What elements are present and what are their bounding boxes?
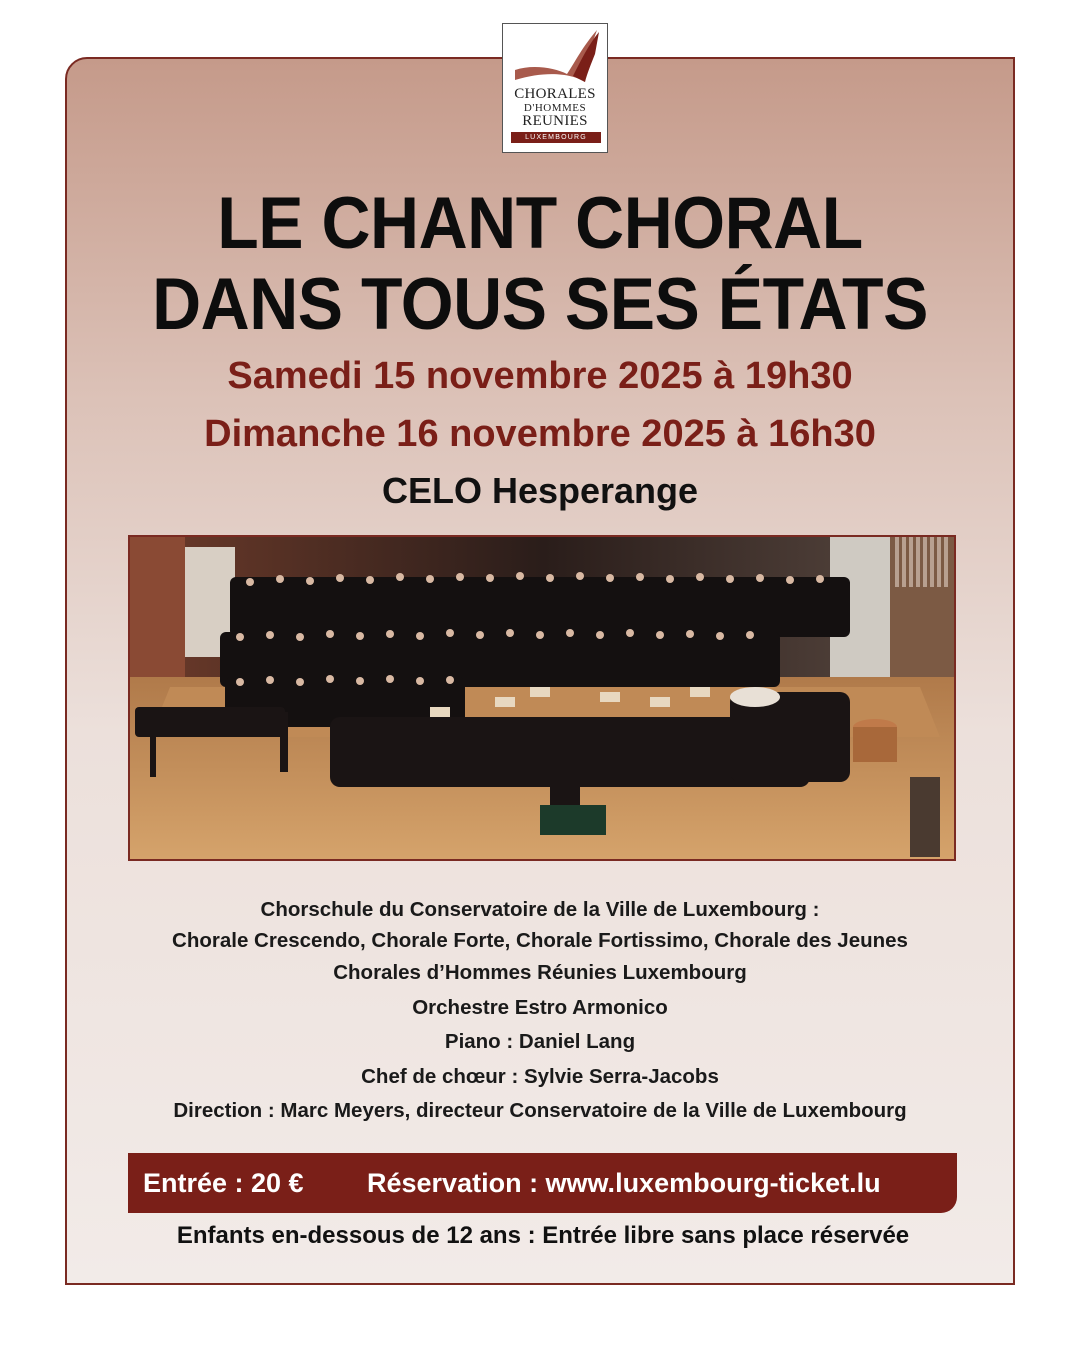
concert-photo-illustration <box>130 537 956 861</box>
title-line-1: LE CHANT CHORAL <box>217 183 863 264</box>
concert-photo <box>128 535 956 861</box>
logo-line-3: REUNIES <box>522 113 588 129</box>
credits-list <box>0 894 1080 1129</box>
title-line-2: DANS TOUS SES ÉTATS <box>152 264 928 345</box>
credit-chorales-hommes: Chorales d’Hommes Réunies Luxembourg <box>333 961 747 984</box>
logo-line-4: LUXEMBOURG <box>511 132 601 143</box>
reservation-link[interactable]: Réservation : www.luxembourg-ticket.lu <box>367 1168 881 1198</box>
date-sunday: Dimanche 16 novembre 2025 à 16h30 <box>204 413 876 455</box>
credit-chorales-jeunes: Chorale Crescendo, Chorale Forte, Chorale Fortissimo, Chorale des Jeunes <box>172 929 908 952</box>
credit-chorschule: Chorschule du Conservatoire de la Ville de Luxembourg : <box>260 898 820 921</box>
logo-line-2: D'HOMMES <box>523 102 587 114</box>
choir-logo <box>502 23 608 153</box>
entry-price: Entrée : 20 € <box>143 1168 304 1198</box>
credit-chef-de-choeur: Chef de chœur : Sylvie Serra-Jacobs <box>361 1064 719 1088</box>
logo-line-1: CHORALES <box>514 86 596 102</box>
credit-direction: Direction : Marc Meyers, directeur Conservatoire de la Ville de Luxembourg <box>173 1099 907 1122</box>
venue: CELO Hesperange <box>381 470 699 511</box>
credit-orchestre: Orchestre Estro Armonico <box>412 995 668 1019</box>
credit-piano: Piano : Daniel Lang <box>444 1030 636 1053</box>
children-note: Enfants en-dessous de 12 ans : Entrée libre sans place réservée <box>176 1222 910 1249</box>
ticket-banner <box>128 1153 957 1213</box>
date-saturday: Samedi 15 novembre 2025 à 19h30 <box>227 355 853 397</box>
